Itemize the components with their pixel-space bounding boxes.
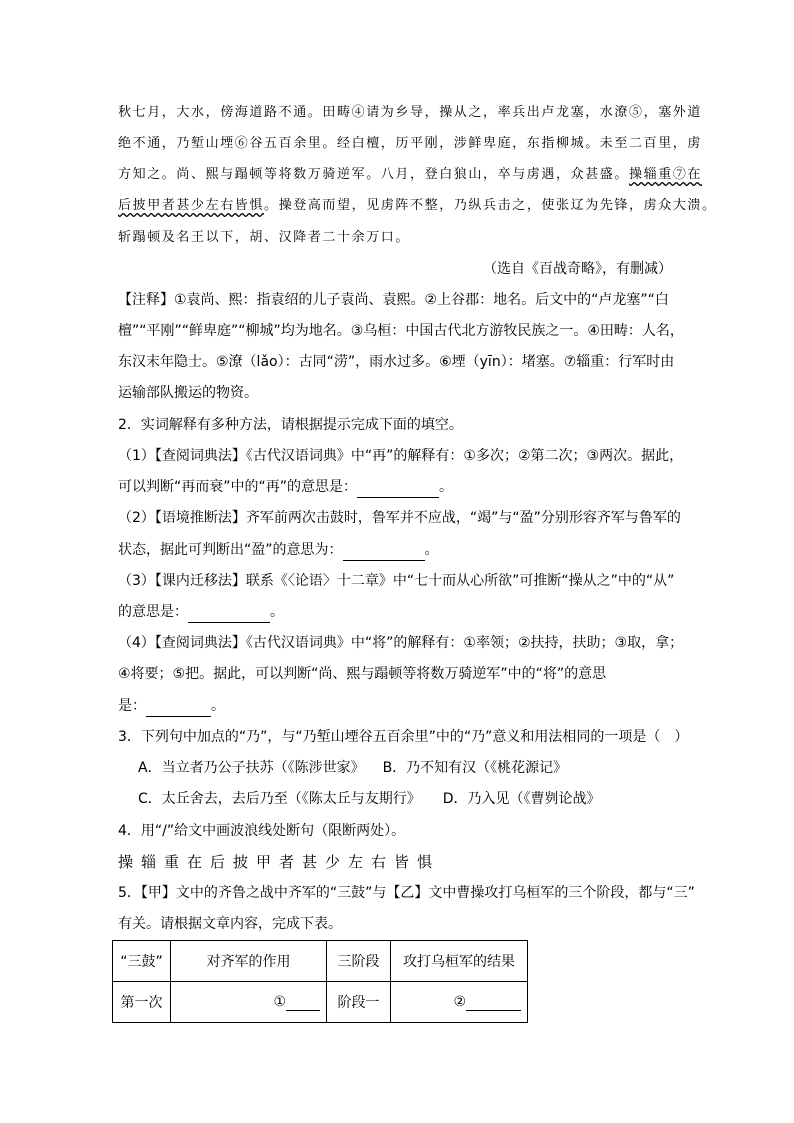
table-row <box>113 982 528 1023</box>
q3-options-row-1 <box>138 758 567 778</box>
period: 。 <box>270 604 284 620</box>
answer-blank-5[interactable] <box>286 994 320 1011</box>
q2-sub3-line1: （3）【课内迁移法】联系《〈论语〉十二章》中“七十而从心所欲”可推断“操从之”中的“从” <box>118 573 675 589</box>
answer-blank-1[interactable] <box>357 477 439 498</box>
answer-blank-6[interactable] <box>466 994 521 1011</box>
note-line-1: 【注释】①袁尚、熙：指袁绍的儿子袁尚、袁熙。②上谷郡：地名。后文中的“卢龙塞”“白 <box>118 292 669 308</box>
answer-marker: ② <box>453 993 466 1010</box>
q2-sub2-text: 状态，据此可判断出“盈”的意思为： <box>118 542 343 558</box>
passage-text: 秋七月，大水，傍海道路不通。田畴④请为乡导，操从之，率兵出卢龙塞，水潦⑤，塞外道 <box>118 105 703 120</box>
passage-line-4 <box>118 196 717 216</box>
q2-sub4-line1: （4）【查阅词典法】《古代汉语词典》中“将”的解释有：①率领；②扶持，扶助；③取，拿； <box>118 635 684 651</box>
option-d[interactable]: D．乃入见（《曹刿论战》 <box>442 791 601 807</box>
wavy-underlined-text: 操辎重⑦在 <box>629 167 703 182</box>
q4-sentence[interactable]: 操辎重在后披甲者甚少左右皆惧 <box>118 853 441 871</box>
table-header-cell: “三鼓” <box>113 941 171 982</box>
option-a[interactable]: A．当立者乃公子扶苏（《陈涉世家》 <box>138 760 365 776</box>
passage-source: （选自《百战奇略》，有删减） <box>483 261 672 277</box>
q2-sub2-line1: （2）【语境推断法】齐军前两次击鼓时，鲁军并不应战，“竭”与“盈”分别形容齐军与鲁军的 <box>118 510 681 526</box>
q2-sub1-text: 可以判断“再而衰”中的“再”的意思是： <box>118 479 358 495</box>
table-answer-cell-2[interactable] <box>391 982 528 1023</box>
passage-line-3 <box>118 165 702 185</box>
option-c[interactable]: C．太丘舍去，去后乃至（《陈太丘与友期行》 <box>138 791 421 807</box>
q2-sub2-line2 <box>118 540 439 561</box>
table-cell: 第一次 <box>113 982 171 1023</box>
q2-sub1-line2 <box>118 477 453 498</box>
answer-blank-2[interactable] <box>343 540 425 561</box>
q5-line-2: 有关。请根据文章内容，完成下表。 <box>118 916 342 932</box>
passage-text: 绝不通，乃堑山堙⑥谷五百余里。经白檀，历平刚，涉鲜卑庭，东指柳城。未至二百里，虏 <box>118 136 703 151</box>
passage-text: 斩蹋顿及名王以下，胡、汉降者二十余万口。 <box>118 230 411 245</box>
answer-blank-4[interactable] <box>146 696 211 717</box>
q2-sub3-line2 <box>118 602 284 623</box>
wavy-underlined-text: 后披甲者甚少左右皆惧 <box>118 198 265 213</box>
table-answer-cell-1[interactable] <box>171 982 327 1023</box>
note-line-3: 东汉末年隐士。⑤潦（lǎo）：古同“涝”，雨水过多。⑥堙（yīn）：堵塞。⑦辎重：行军时由 <box>118 354 675 370</box>
q5-table <box>112 940 528 1023</box>
passage-text: 方知之。尚、熙与蹋顿等将数万骑逆军。八月，登白狼山，卒与虏遇，众甚盛。 <box>118 167 630 182</box>
period: 。 <box>211 698 225 714</box>
option-b[interactable]: B．乃不知有汉（《桃花源记》 <box>382 760 568 776</box>
answer-marker: ① <box>273 993 286 1010</box>
q2-sub3-text: 的意思是： <box>118 604 188 620</box>
passage-line-2 <box>118 134 702 154</box>
answer-blank-3[interactable] <box>188 602 270 623</box>
q2-sub4-line3 <box>118 696 225 717</box>
passage-text: 。操登高而望，见虏阵不整，乃纵兵击之，使张辽为先锋，虏众大溃。 <box>264 198 717 213</box>
q3-stem: 3．下列句中加点的“乃”，与“乃堑山堙谷五百余里”中的“乃”意义和用法相同的一项是（ ） <box>118 729 689 745</box>
period: 。 <box>439 479 454 495</box>
note-line-2: 檀”“平刚”“鲜卑庭”“柳城”均为地名。③乌桓：中国古代北方游牧民族之一。④田畴：人名， <box>118 323 684 339</box>
q4-stem: 4．用“/”给文中画波浪线处断句（限断两处）。 <box>118 823 406 839</box>
q2-stem: 2．实词解释有多种方法，请根据提示完成下面的填空。 <box>118 417 463 433</box>
q2-sub4-text: 是： <box>118 698 146 714</box>
table-header-cell: 对齐军的作用 <box>171 941 327 982</box>
q2-sub1-line1: （1）【查阅词典法】《古代汉语词典》中“再”的解释有：①多次；②第二次；③两次。据此， <box>118 448 684 464</box>
table-cell: 阶段一 <box>327 982 391 1023</box>
q5-line-1: 5．【甲】文中的齐鲁之战中齐军的“三鼓”与【乙】文中曹操攻打乌桓军的三个阶段，都与“三” <box>118 885 695 901</box>
passage-line-1 <box>118 103 702 123</box>
period: 。 <box>424 542 439 558</box>
table-header-row <box>113 941 528 982</box>
passage-line-5 <box>118 228 410 248</box>
table-header-cell: 攻打乌桓军的结果 <box>391 941 528 982</box>
table-header-cell: 三阶段 <box>327 941 391 982</box>
note-line-4: 运输部队搬运的物资。 <box>118 385 258 401</box>
q2-sub4-line2: ④将要；⑤把。据此，可以判断“尚、熙与蹋顿等将数万骑逆军”中的“将”的意思 <box>118 666 607 682</box>
q3-options-row-2 <box>138 789 601 809</box>
